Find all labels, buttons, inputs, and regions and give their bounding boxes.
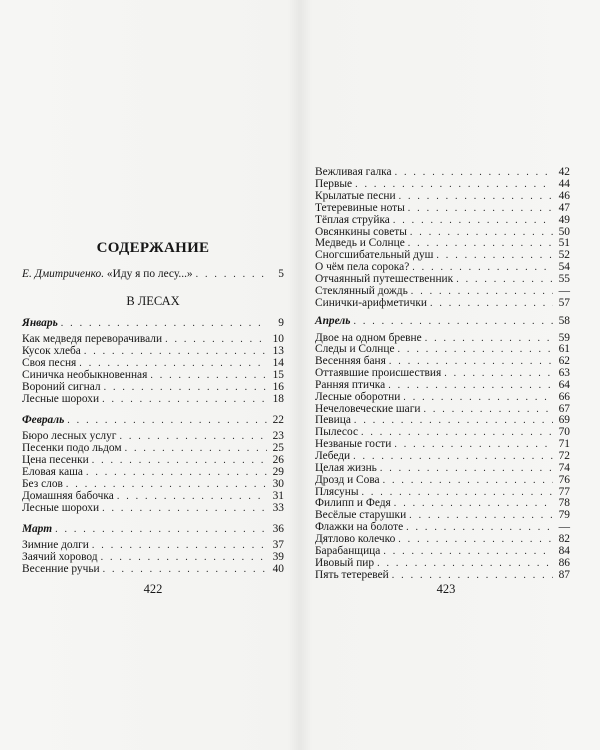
entry-page-number: 77	[558, 485, 570, 498]
dot-leader	[392, 569, 553, 582]
entry-page-number: 9	[278, 317, 284, 329]
dot-leader	[196, 268, 267, 281]
entry-page-number: 78	[558, 497, 570, 510]
right-page	[300, 0, 600, 750]
entry-title: Стеклянный дождь	[315, 285, 408, 297]
entry-page-number: 46	[558, 189, 570, 202]
month-title: Март	[22, 522, 53, 535]
dot-leader	[102, 502, 267, 515]
entry-page-number: 16	[272, 381, 284, 393]
entry-page-number: 26	[272, 454, 284, 466]
entry-title: Весенняя баня	[315, 355, 386, 368]
entry-page-number: 47	[558, 201, 570, 214]
entry-page-number: 70	[558, 426, 570, 439]
entry-page-number: 82	[558, 532, 570, 545]
entry-title: Барабанщица	[315, 544, 381, 557]
entry-title: Целая жизнь	[315, 461, 377, 474]
entry-page-number: 62	[558, 355, 570, 368]
entry-page-number: 42	[558, 166, 570, 178]
entry-title: Заячий хоровод	[22, 550, 98, 563]
entry-title: Пять тетеревей	[315, 568, 389, 581]
entry-title: Овсянкины советы	[315, 225, 407, 238]
entry-page-number: 71	[558, 438, 570, 451]
entry-title: Лесные шорохи	[22, 392, 100, 405]
epigraph-page: 5	[278, 268, 284, 280]
entry-page-number: 49	[558, 213, 570, 226]
entry-title: Отчаянный путешественник	[315, 273, 454, 286]
entry-page-number: 29	[272, 465, 284, 478]
entry-page-number: 87	[558, 568, 570, 581]
entry-page-number: 18	[272, 392, 284, 405]
entry-title: Зимние долги	[22, 538, 89, 551]
entry-page-number: 86	[558, 556, 570, 569]
contents-heading: СОДЕРЖАНИЕ	[96, 240, 210, 256]
entry-page-number: 67	[558, 402, 570, 415]
entry-page-number: 63	[558, 367, 570, 380]
entry-page-number: 30	[272, 477, 284, 490]
entry-page-number: 84	[558, 544, 570, 557]
contents-entry	[315, 297, 570, 310]
entry-title: Песенки подо льдом	[22, 442, 122, 455]
entry-page-number: 64	[558, 378, 570, 391]
dot-leader	[61, 317, 267, 330]
entry-title: Нечеловеческие шаги	[315, 402, 421, 415]
entry-title: Синичка необыкновенная	[22, 369, 148, 382]
entry-title: Еловая каша	[22, 465, 83, 478]
entry-title: Тетеревиные ноты	[315, 201, 405, 214]
entry-page-number: 61	[558, 343, 570, 356]
dot-leader	[55, 523, 267, 536]
dot-leader	[103, 563, 267, 576]
entry-page-number: 23	[272, 430, 284, 443]
entry-title: Лебеди	[315, 450, 351, 462]
entry-page-number: 22	[272, 413, 284, 426]
entry-page-number: 57	[558, 296, 570, 309]
epigraph-entry	[22, 268, 284, 281]
month-heading-entry	[22, 317, 284, 330]
entry-page-number: 51	[558, 237, 570, 250]
entry-page-number: 74	[558, 461, 570, 474]
month-title: Февраль	[22, 413, 65, 426]
entry-title: Кусок хлеба	[22, 345, 81, 358]
entry-title: Весенние ручьи	[22, 562, 100, 575]
entry-page-number: 33	[272, 501, 284, 514]
entry-title: Двое на одном бревне	[315, 331, 422, 344]
contents-entry	[22, 563, 284, 576]
entry-title: Лесные шорохи	[22, 501, 100, 514]
entry-title: Оттаявшие происшествия	[315, 367, 442, 380]
entry-page-number: 76	[558, 473, 570, 486]
entry-page-number: 13	[272, 345, 284, 358]
month-heading-entry	[315, 315, 570, 328]
entry-title: Медведь и Солнце	[315, 237, 405, 250]
entry-title: Вежливая галка	[315, 166, 392, 178]
entry-title: Без слов	[22, 477, 63, 490]
entry-page-number: 25	[272, 442, 284, 455]
entry-title: Крылатые песни	[315, 189, 396, 202]
entry-page-number: 37	[272, 538, 284, 551]
entry-page-number: 15	[272, 369, 284, 382]
entry-page-number: 10	[272, 333, 284, 346]
entry-page-number: —	[558, 285, 570, 297]
entry-page-number: 36	[272, 522, 284, 535]
entry-title: Как медведя переворачивали	[22, 333, 163, 346]
entry-title: Плясуны	[315, 485, 359, 498]
entry-title: Ранняя птичка	[315, 378, 386, 391]
dot-leader	[353, 315, 553, 328]
entry-title: Весёлые старушки	[315, 509, 407, 522]
page-number-left: 422	[143, 582, 163, 596]
entry-page-number: 39	[272, 550, 284, 563]
entry-page-number: 40	[272, 562, 284, 575]
entry-title: Домашняя бабочка	[22, 489, 114, 502]
entry-title: Пылесос	[315, 426, 358, 439]
entry-page-number: 31	[272, 489, 284, 502]
entry-title: Синички-арифметички	[315, 296, 427, 309]
entry-title: Дятлово колечко	[315, 532, 396, 545]
entry-title: Следы и Солнце	[315, 343, 395, 356]
entry-title: Вороний сигнал	[22, 381, 101, 393]
entry-title: Незваные гости	[315, 438, 392, 451]
entry-title: О чём пела сорока?	[315, 261, 410, 274]
entry-page-number: 79	[558, 509, 570, 522]
month-title: Январь	[22, 317, 58, 329]
entry-page-number: 66	[558, 390, 570, 403]
contents-entry	[22, 393, 284, 406]
month-heading-entry	[22, 414, 284, 427]
entry-title: Флажки на болоте	[315, 521, 404, 534]
entry-title: Своя песня	[22, 357, 77, 370]
dot-leader	[430, 297, 553, 310]
entry-title: Филипп и Федя	[315, 497, 391, 510]
page-number-right: 423	[436, 582, 456, 596]
entry-page-number: 44	[558, 177, 570, 190]
month-title: Апрель	[315, 315, 351, 327]
entry-page-number: 59	[558, 331, 570, 344]
contents-entry	[315, 569, 570, 582]
entry-page-number: 54	[558, 261, 570, 274]
entry-title: Бюро лесных услуг	[22, 430, 117, 443]
entry-page-number: 58	[558, 315, 570, 327]
section-title: В ЛЕСАХ	[126, 294, 180, 308]
contents-entry	[22, 502, 284, 515]
month-heading-entry	[22, 523, 284, 536]
entry-page-number: 72	[558, 450, 570, 462]
entry-title: Сногсшибательный душ	[315, 249, 434, 262]
epigraph-author: Е. Дмитриченко.	[22, 268, 105, 280]
entry-title: Цена песенки	[22, 454, 89, 466]
entry-title: Тёплая струйка	[315, 213, 390, 226]
entry-page-number: 50	[558, 225, 570, 238]
entry-page-number: 55	[558, 273, 570, 286]
entry-title: Первые	[315, 177, 353, 190]
entry-title: Дрозд и Сова	[315, 473, 380, 486]
dot-leader	[102, 393, 267, 406]
entry-title: Певица	[315, 414, 351, 427]
epigraph-title: «Иду я по лесу...»	[104, 268, 193, 280]
entry-page-number: 14	[272, 357, 284, 370]
entry-title: Ивовый пир	[315, 556, 375, 569]
entry-page-number: 52	[558, 249, 570, 262]
entry-title: Лесные оборотни	[315, 390, 401, 403]
entry-page-number: 69	[558, 414, 570, 427]
dot-leader	[67, 414, 267, 427]
entry-page-number: —	[558, 521, 570, 534]
